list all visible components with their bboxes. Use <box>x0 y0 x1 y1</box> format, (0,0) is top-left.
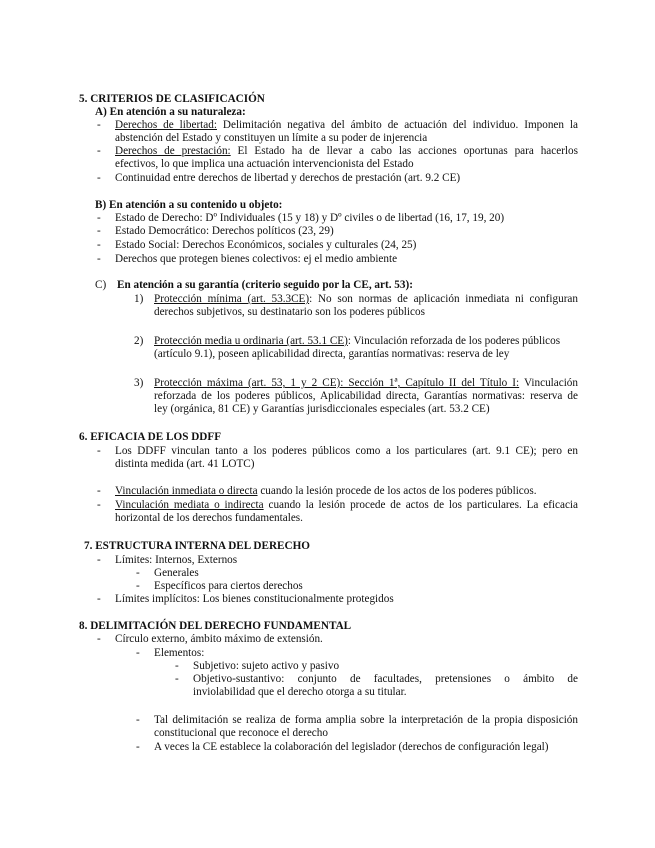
section-8-subsubitem-1: Subjetivo: sujeto activo y pasivo <box>193 660 340 672</box>
section-8-subitem-2: Tal delimitación se realiza de forma amplia sobre la interpretación de la propia disposición <box>154 714 578 726</box>
section-5a-item-2-cont: efectivos, lo que implica una actuación intervencionista del Estado <box>115 158 414 170</box>
section-5c-num-2: 2) <box>134 335 144 347</box>
term-vinculacion-mediata: Vinculación mediata o indirecta <box>115 499 264 511</box>
section-5a-item-2 <box>115 145 578 158</box>
bullet-dash: - <box>97 172 101 184</box>
bullet-dash: - <box>136 741 140 753</box>
bullet-dash: - <box>97 145 101 157</box>
bullet-dash: - <box>97 225 101 237</box>
section-5c-item-2 <box>154 335 560 348</box>
section-5b-item-4: Derechos que protegen bienes colectivos: ej el medio ambiente <box>115 253 398 265</box>
bullet-dash: - <box>97 119 101 131</box>
section-8-item-1: Círculo externo, ámbito máximo de extensión. <box>115 633 323 645</box>
section-8-subitem-2-cont: constitucional que reconoce el derecho <box>154 727 328 739</box>
section-5a-item-3: Continuidad entre derechos de libertad y derechos de prestación (art. 9.2 CE) <box>115 172 461 184</box>
bullet-dash: - <box>136 647 140 659</box>
item-text: cuando la lesión procede de actos de los particulares. La eficacia <box>263 499 578 511</box>
bullet-dash: - <box>97 554 101 566</box>
bullet-dash: - <box>136 580 140 592</box>
section-6-heading: 6. EFICACIA DE LOS DDFF <box>79 431 222 443</box>
section-5b-item-3: Estado Social: Derechos Económicos, sociales y culturales (24, 25) <box>115 239 417 251</box>
section-8-subitem-3: A veces la CE establece la colaboración del legislador (derechos de configuración legal) <box>154 741 549 753</box>
section-7-subitem-2: Específicos para ciertos derechos <box>154 580 303 592</box>
section-7-item-1: Límites: Internos, Externos <box>115 554 238 566</box>
bullet-dash: - <box>175 673 179 685</box>
section-5a-item-1-cont: abstención del Estado y constituyen un límite a su poder de injerencia <box>115 132 428 144</box>
section-5b-heading: B) En atención a su contenido u objeto: <box>95 199 283 211</box>
bullet-dash: - <box>136 567 140 579</box>
section-6-item-3-cont: horizontal de los derechos fundamentales. <box>115 512 303 524</box>
section-5c-item-1 <box>154 293 578 306</box>
bullet-dash: - <box>97 593 101 605</box>
item-text: Delimitación negativa del ámbito de actuación del individuo. Imponen la <box>216 119 578 131</box>
section-5a-heading: A) En atención a su naturaleza: <box>95 106 246 118</box>
section-5b-item-2: Estado Democrático: Derechos políticos (23, 29) <box>115 225 334 237</box>
section-5c-letter: C) <box>95 279 107 291</box>
section-5-heading: 5. CRITERIOS DE CLASIFICACIÓN <box>79 93 265 105</box>
bullet-dash: - <box>136 714 140 726</box>
section-5c-item-3 <box>154 377 578 390</box>
section-5c-num-1: 1) <box>134 293 144 305</box>
section-5c-num-3: 3) <box>134 377 144 389</box>
term-proteccion-minima: Protección mínima (art. 53.3CE) <box>154 293 310 305</box>
section-5c-item-1-cont: derechos subjetivos, su destinatario son los poderes públicos <box>154 306 425 318</box>
section-8-subitem-1: Elementos: <box>154 647 205 659</box>
bullet-dash: - <box>97 239 101 251</box>
bullet-dash: - <box>97 253 101 265</box>
item-text: Vinculación <box>519 377 578 389</box>
section-8-subsubitem-2-cont: inviolabilidad que el derecho otorga a su titular. <box>193 686 407 698</box>
term-proteccion-media: Protección media u ordinaria (art. 53.1 CE) <box>154 335 348 347</box>
term-derechos-prestacion: Derechos de prestación: <box>115 145 231 157</box>
bullet-dash: - <box>97 633 101 645</box>
item-text: cuando la lesión procede de los actos de los poderes públicos. <box>257 485 537 497</box>
item-text: El Estado ha de llevar a cabo las acciones oportunas para hacerlos <box>230 145 578 157</box>
section-5b-item-1: Estado de Derecho: Dº Individuales (15 y 18) y Dº civiles o de libertad (16, 17, 19, 20) <box>115 212 505 224</box>
section-7-item-2: Límites implícitos: Los bienes constitucionalmente protegidos <box>115 593 394 605</box>
section-5a-item-1 <box>115 119 578 132</box>
term-proteccion-maxima: Protección máxima (art. 53, 1 y 2 CE): Sección 1ª, Capítulo II del Título I: <box>154 377 520 389</box>
term-derechos-libertad: Derechos de libertad: <box>115 119 217 131</box>
item-text: : Vinculación reforzada de los poderes públicos <box>347 335 561 347</box>
bullet-dash: - <box>97 499 101 511</box>
section-6-item-1-cont: distinta medida (art. 41 LOTC) <box>115 458 255 470</box>
section-6-item-2 <box>115 485 537 498</box>
bullet-dash: - <box>97 485 101 497</box>
section-5c-item-3-cont-2: ley (orgánica, 81 CE) y Garantías jurisdiccionales especiales (art. 53.2 CE) <box>154 403 490 415</box>
section-8-subsubitem-2: Objetivo-sustantivo: conjunto de facultades, pretensiones o ámbito de <box>193 673 578 685</box>
term-vinculacion-inmediata: Vinculación inmediata o directa <box>115 485 258 497</box>
section-7-subitem-1: Generales <box>154 567 199 579</box>
section-5c-item-3-cont-1: reforzada de los poderes públicos, Aplicabilidad directa, Garantías normativas: reserva de <box>154 390 578 402</box>
section-6-item-3 <box>115 499 578 512</box>
bullet-dash: - <box>175 660 179 672</box>
item-text: : No son normas de aplicación inmediata ni configuran <box>309 293 578 305</box>
section-8-heading: 8. DELIMITACIÓN DEL DERECHO FUNDAMENTAL <box>79 620 352 632</box>
bullet-dash: - <box>97 212 101 224</box>
section-5c-heading: En atención a su garantía (criterio seguido por la CE, art. 53): <box>117 279 413 291</box>
section-7-heading: 7. ESTRUCTURA INTERNA DEL DERECHO <box>84 540 310 552</box>
bullet-dash: - <box>97 445 101 457</box>
section-6-item-1: Los DDFF vinculan tanto a los poderes públicos como a los particulares (art. 9.1 CE); pero en <box>115 445 578 457</box>
section-5c-item-2-cont: (artículo 9.1), poseen aplicabilidad directa, garantías normativas: reserva de ley <box>154 348 510 360</box>
